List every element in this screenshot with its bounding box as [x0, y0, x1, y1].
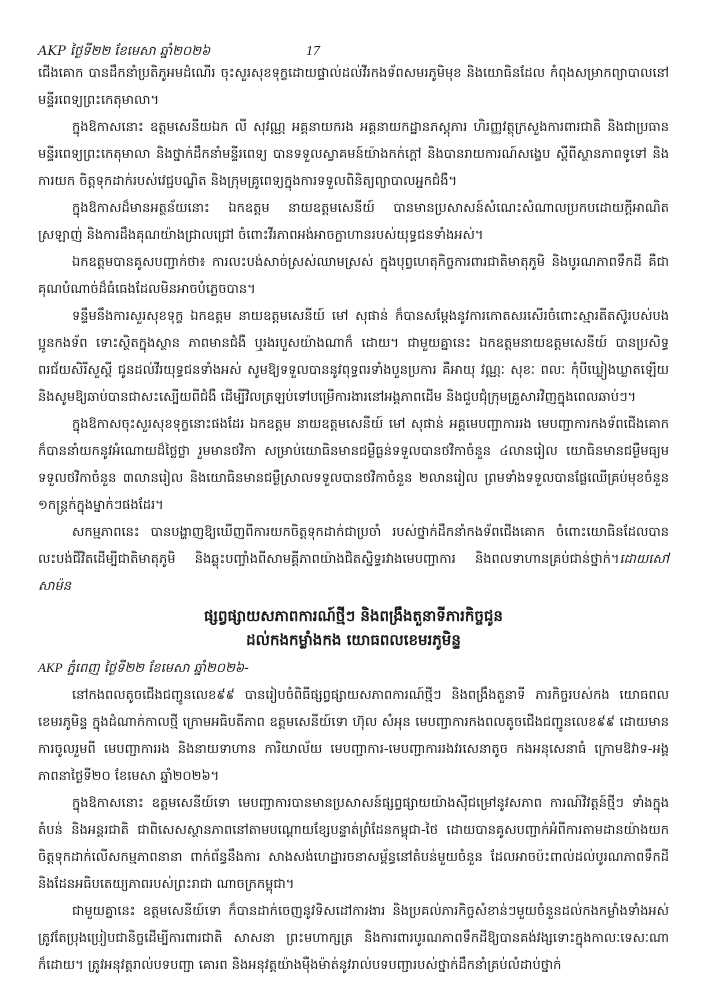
- article1-paragraph: ជើងគោក បានដឹកនាំប្រតិភូអមដំណើរ ចុះសួរសុខទុក្ខដោយផ្ទាល់ដល់វីរកងទ័ពសមរភូមិមុខ និងយោធិនដែល កំពុងសម្រាកព្យាបាលនៅមន្ទីរពេទ្យព្រះកេតុមាលា។: [38, 66, 669, 108]
- page-header: [38, 38, 669, 60]
- article2-dateline: [38, 654, 669, 682]
- article2-title-line1: ផ្សព្វផ្សាយសភាពការណ៍ថ្មីៗ និងពង្រឹងតួនាទីភារកិច្ចជូន: [204, 607, 503, 625]
- dateline-place-date: ភ្នំពេញ ថ្ងៃទី២២ ខែមេសា ឆ្នាំ២០២៦-: [66, 661, 249, 676]
- article2-paragraph: នៅកងពលតូចជើងជញ្ជូនលេខ៩៩ បានរៀបចំពិធីផ្សព្វផ្សាយសភាពការណ៍ថ្មីៗ និងពង្រឹងតួនាទី ភារកិច្ចរបស់កង យោធពលខេមរភូមិន្ទ ក្នុងដំណាក់កាលថ្មី ក្រោមអធិបតីភាព ឧត្តមសេនីយ៍ទោ ហ៊ុល សំអុន មេបញ្ជាការកងពលតូចជើងជញ្ជូនលេខ៩៩ ដោយមានការចូលរួមពី មេបញ្ជាការរង និងនាយទាហាន ការិយាល័យ មេបញ្ជាការ-មេបញ្ជាការរងវរសេនាតូច កងអនុសេនាធំ ក្រោមឱវាទ-អង្គភាពនាថ្ងៃទី២០ ខែមេសា ឆ្នាំ២០២៦។: [38, 688, 669, 784]
- article2-paragraph: ជាមួយគ្នានេះ ឧត្តមសេនីយ៍ទោ ក៏បានដាក់ចេញនូវទិសដៅការងារ និងប្រគល់ភារកិច្ចសំខាន់ៗមួយចំនួនដល់កងកម្លាំងទាំងអស់ ត្រូវតែប្រុងប្រៀបជានិច្ចដើម្បីការពារជាតិ សាសនា ព្រះមហាក្សត្រ និងការពារបូរណភាពទឹកដីឱ្យបានគង់វង្សទោះក្នុងកាលៈទេសៈណាក៏ដោយ។ ត្រូវអនុវត្តរាល់បទបញ្ជា គោរព និងអនុវត្តយ៉ាងម៉ឺងម៉ាត់នូវរាល់បទបញ្ជារបស់ថ្នាក់ដឹកនាំគ្រប់លំដាប់ថ្នាក់: [38, 904, 669, 973]
- article1-paragraph: ឯកឧត្តមបានគូសបញ្ជាក់ថា៖ ការលះបង់សាច់ស្រស់ឈាមស្រស់ ក្នុងបុព្វហេតុកិច្ចការពារជាតិមាតុភូមិ និងបូរណភាពទឹកដី គឺជាគុណបំណាច់ដ៏ធំធេងដែលមិនអាចបំភ្លេចបាន។: [38, 255, 669, 297]
- article-2: [38, 604, 669, 979]
- article-1: [38, 60, 669, 600]
- header-source-date: AKP ថ្ងៃទី២២ ខែមេសា ឆ្នាំ២០២៦: [38, 44, 211, 59]
- article1-paragraph: ក្នុងឱកាសដ៏មានអត្ថន័យនោះ ឯកឧត្តម នាយឧត្តមសេនីយ៍ បានមានប្រសាសន៍សំណេះសំណាលប្រកបដោយក្ដីអាណិតស្រឡាញ់ និងការដឹងគុណយ៉ាងជ្រាលជ្រៅ ចំពោះវីរភាពអង់អាចក្លាហានរបស់យុទ្ធជនទាំងអស់។: [38, 201, 669, 243]
- article2-paragraph: ក្នុងឱកាសនោះ ឧត្តមសេនីយ៍ទោ មេបញ្ជាការបានមានប្រសាសន៍ផ្សព្វផ្សាយយ៉ាងស៊ីជម្រៅនូវសភាព ការណ៍វិវត្តន៍ថ្មីៗ ទាំងក្នុងតំបន់ និងអន្តរជាតិ ជាពិសេសស្ថានភាពនៅតាមបណ្ដោយខ្សែបន្ទាត់ព្រំដែនកម្ពុជា-ថៃ ដោយបានគូសបញ្ជាក់អំពីការតាមដានយ៉ាងយកចិត្តទុកដាក់លើសកម្មភាពនានា ពាក់ព័ន្ធនឹងការ សាងសង់ហេដ្ឋារចនាសម្ព័ន្ធនៅតំបន់មួយចំនួន ដែលអាចប៉ះពាល់ដល់បូរណភាពទឹកដី និងដែនអធិបតេយ្យភាពរបស់ព្រះរាជា ណាចក្រកម្ពុជា។: [38, 796, 669, 892]
- article1-paragraph-last: [38, 519, 669, 600]
- article1-paragraph: ក្នុងឱកាសចុះសួរសុខទុក្ខនោះផងដែរ ឯកឧត្តម នាយឧត្តមសេនីយ៍ មៅ សុផាន់ អគ្គមេបញ្ជាការរង មេបញ្ជាការកងទ័ពជើងគោក ក៏បាននាំយកនូវអំណោយដ៏ថ្លៃថ្លា រួមមានថវិកា សម្រាប់យោធិនមានជម្ងឺធ្ងន់ទទួលបានថវិកាចំនួន ៤លានរៀល យោធិនមានជម្ងឺមធ្យមទទួលថវិកាចំនួន ៣លានរៀល និងយោធិនមានជម្ងឺស្រាលទទួលបានថវិកាចំនួន ២លានរៀល ព្រមទាំងទទួលបានផ្លែឈើគ្រប់មុខចំនួន ១កន្ត្រក់ក្នុងម្នាក់ៗផងដែរ។: [38, 417, 669, 513]
- article1-paragraph: ក្នុងឱកាសនោះ ឧត្តមសេនីយឯក លី សុវណ្ណ អគ្គនាយករង អគ្គនាយកដ្ឋានភស្តុភារ ហិរញ្ញវត្ថុក្រសួងការពារជាតិ និងជាប្រធានមន្ទីរពេទ្យព្រះកេតុមាលា និងថ្នាក់ដឹកនាំមន្ទីរពេទ្យ បានទទួលស្វាគមន៍យ៉ាងកក់ក្ដៅ និងបានរាយការណ៍សង្ខេប ស្ដីពីស្ថានភាពទូទៅ និងការយក ចិត្តទុកដាក់របស់វេជ្ជបណ្ឌិត និងក្រុមគ្រូពេទ្យក្នុងការទទួលពិនិត្យព្យាបាលអ្នកជំងឺ។: [38, 120, 669, 189]
- article1-byline: ដោយសៅ សាម៉ន: [38, 552, 669, 594]
- dateline-agency: AKP: [38, 660, 63, 675]
- article1-paragraph-text: សកម្មភាពនេះ បានបង្ហាញឱ្យឃើញពីការយកចិត្តទុកដាក់ជាប្រចាំ របស់ថ្នាក់ដឹកនាំកងទ័ពជើងគោក ចំពោះយោធិនដែលបានលះបង់ជីវិតដើម្បីជាតិមាតុភូមិ និងឆ្លុះបញ្ចាំងពីសាមគ្គីភាពយ៉ាងជិតស្និទ្ធរវាងមេបញ្ជាការ និងពលទាហានគ្រប់ជាន់ថ្នាក់។: [38, 525, 669, 567]
- article1-paragraph: ទន្ទឹមនឹងការសួរសុខទុក្ខ ឯកឧត្តម នាយឧត្តមសេនីយ៍ មៅ សុផាន់ ក៏បានសម្ដែងនូវការកោតសរសើរចំពោះស្មារតីតស៊ូរបស់បងប្អូនកងទ័ព ទោះស្ថិតក្នុងស្ថាន ភាពមានជំងឺ ឬរងរបួសយ៉ាងណាក៏ ដោយ។ ជាមួយគ្នានេះ ឯកឧត្តមនាយឧត្តមសេនីយ៍ បានប្រសិទ្ធពរជ័យសិរីសួស្ដី ជូនដល់វីរយុទ្ធជនទាំងអស់ សូមឱ្យទទួលបាននូវពុទ្ធពរទាំងបួនប្រការ គឺអាយុ វណ្ណៈ សុខៈ ពលៈ កុំបីឃ្លៀងឃ្លាតឡើយ និងសូមឱ្យឆាប់បានជាសះស្បើយពីជំងឺ ដើម្បីវិលត្រឡប់ទៅបម្រើការងារនៅអង្គភាពដើម និងជួបជុំក្រុមគ្រួសារវិញក្នុងពេលឆាប់ៗ។: [38, 309, 669, 405]
- article2-title: [38, 604, 669, 652]
- article2-title-line2: ដល់កងកម្លាំងកង យោធពលខេមរភូមិន្ទ: [246, 631, 461, 649]
- page-number: 17: [306, 44, 320, 59]
